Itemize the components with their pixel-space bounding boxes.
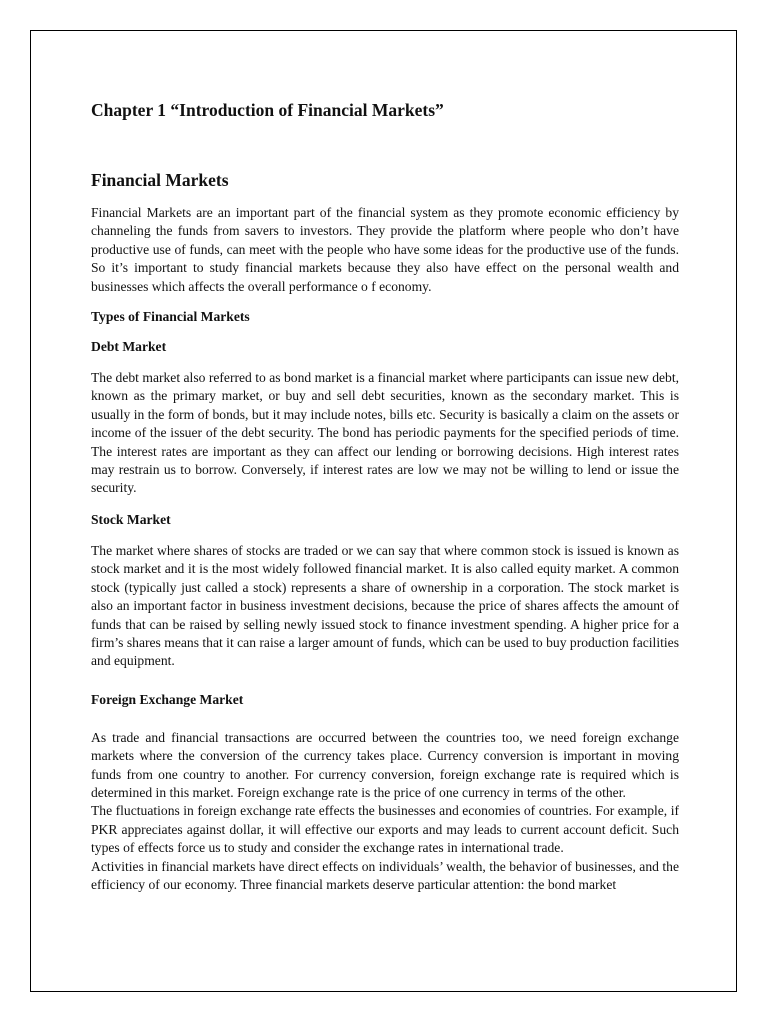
chapter-title: Chapter 1 “Introduction of Financial Markets” [91,100,444,120]
forex-paragraph-1: As trade and financial transactions are occurred between the countries too, we need foreign exchange markets where the conversion of the currency takes place. Currency conversion is important in moving funds from one country to another. For currency conversion, foreign exchange rate is required which is determined in this market. Foreign exchange rate is the price of one currency in terms of the other. [91,729,679,800]
debt-market-heading: Debt Market [91,339,167,355]
stock-market-heading: Stock Market [91,511,171,527]
page-content [91,99,679,894]
forex-paragraph-2: The fluctuations in foreign exchange rate effects the businesses and economies of countries. For example, if PKR appreciates against dollar, it will effective our exports and may leads to current account deficit. Such types of effects force us to study and consider the exchange rates in international trade. [91,803,679,856]
section-title: Financial Markets [91,170,229,190]
debt-market-paragraph: The debt market also referred to as bond market is a financial market where participants can issue new debt, known as the primary market, or buy and sell debt securities, known as the secondary market. This is usually in the form of bonds, but it may include notes, bills etc. Security is basically a claim on the assets or income of the issuer of the debt security. The bond has periodic payments for the specified periods of time. The interest rates are important as they can affect our lending or borrowing decisions. High interest rates may restrain us to borrow. Conversely, if interest rates are low we may not be willing to lend or issue the security. [91,370,679,496]
stock-market-paragraph: The market where shares of stocks are traded or we can say that where common stock is issued is known as stock market and it is the most widely followed financial market. It is also called equity market. A common stock (typically just called a stock) represents a share of ownership in a corporation. The stock market is also an important factor in business investment decisions, because the price of shares affects the amount of funds that can be raised by selling newly issued stock to finance investment spending. A higher price for a firm’s shares means that it can raise a larger amount of funds, which can be used to buy production facilities and equipment. [91,542,679,669]
forex-paragraph-3: Activities in financial markets have direct effects on individuals’ wealth, the behavior of businesses, and the efficiency of our economy. Three financial markets deserve particular attention: the bond market [91,858,679,892]
intro-paragraph: Financial Markets are an important part of the financial system as they promote economic efficiency by channeling the funds from savers to investors. They provide the platform where people who don’t have productive use of funds, can meet with the people who have some ideas for the productive use of the funds. So it’s important to study financial markets because they also have effect on the personal wealth and businesses which affects the overall performance o f economy. [91,205,679,294]
types-heading: Types of Financial Markets [91,309,250,325]
forex-market-heading: Foreign Exchange Market [91,691,244,707]
document-page [30,30,737,992]
